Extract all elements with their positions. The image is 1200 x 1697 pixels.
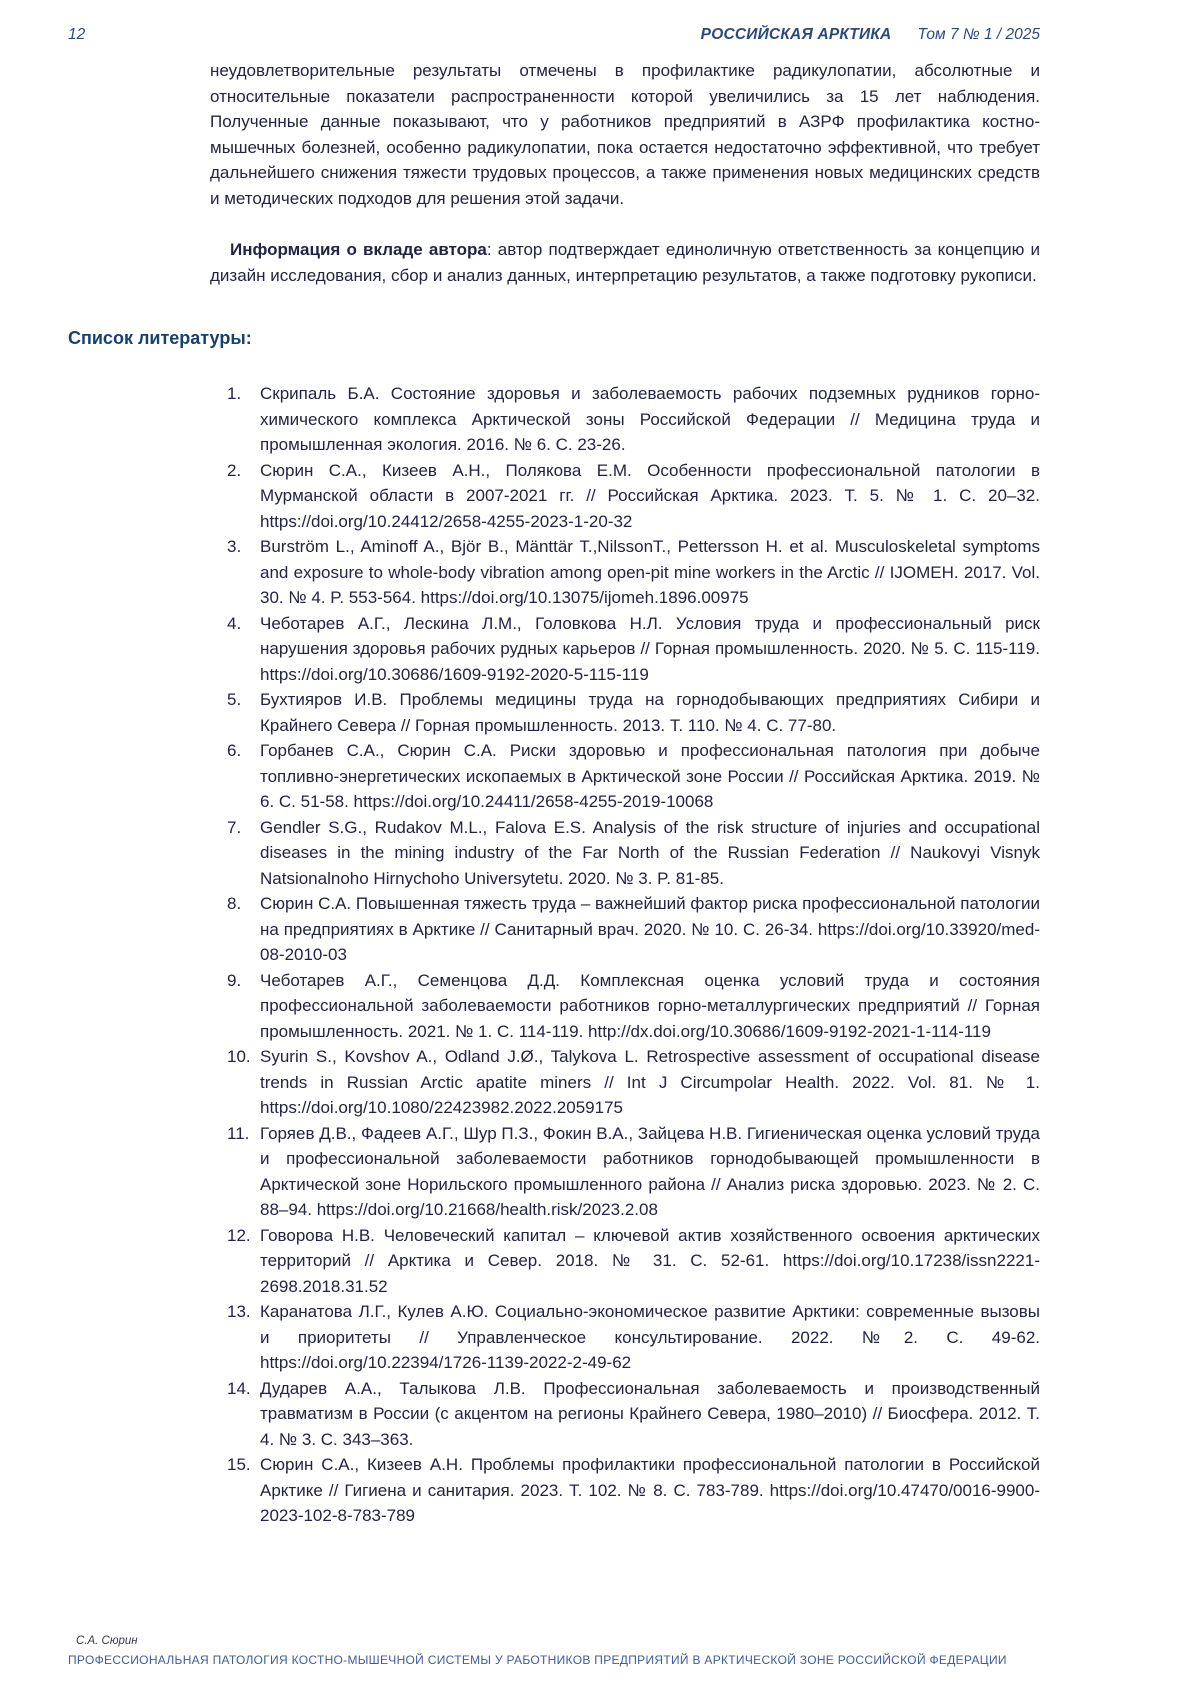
- reference-item: Gendler S.G., Rudakov M.L., Falova E.S. Analysis of the risk structure of injuries and occupational diseases in the mining industry of the Far North of the Russian Federation // Naukovyi Visnyk Natsionalnoho Hirnychoho Universytetu. 2020. № 3. P. 81-85.: [260, 817, 1040, 888]
- reference-item: Бухтияров И.В. Проблемы медицины труда на горнодобывающих предприятиях Сибири и Крайнего Севера // Горная промышленность. 2013. Т. 110. № 4. С. 77-80.: [260, 690, 1040, 735]
- references-heading: Список литературы:: [68, 328, 252, 348]
- reference-item: Каранатова Л.Г., Кулев А.Ю. Социально-экономическое развитие Арктики: современные вызовы и приоритеты // Управленческое консультирование. 2022. №2. С. 49-62. https://doi.org/10.22394/1726-1139-2022-2-49-62: [260, 1302, 1040, 1372]
- journal-running-head: [701, 26, 1040, 44]
- reference-item: Горяев Д.В., Фадеев А.Г., Шур П.З., Фокин В.А., Зайцева Н.В. Гигиеническая оценка условий труда и профессиональной заболеваемости работников горнодобывающей промышленности в Арктической зоне Норильского промышленного района // Анализ риска здоровью. 2023. № 2. С. 88–94. https://doi.org/10.21668/health.risk/2023.2.08: [260, 1123, 1040, 1219]
- reference-item: Syurin S., Kovshov A., Odland J.Ø., Talykova L. Retrospective assessment of occupational disease trends in Russian Arctic apatite miners // Int J Circumpolar Health. 2022. Vol. 81. № 1. https://doi.org/10.1080/22423982.2022.2059175: [260, 1047, 1040, 1117]
- page-body: [68, 58, 1040, 1529]
- reference-item: Чеботарев А.Г., Лескина Л.М., Головкова Н.Л. Условия труда и профессиональный риск нарушения здоровья рабочих рудных карьеров // Горная промышленность. 2020. № 5. С. 115-119. https://doi.org/10.30686/1609-9192-2020-5-115-119: [260, 613, 1040, 684]
- reference-item: Дударев А.А., Талыкова Л.В. Профессиональная заболеваемость и производственный травматизм в России (с акцентом на регионы Крайнего Севера, 1980–2010) // Биосфера. 2012. Т. 4. № 3. С. 343–363.: [260, 1378, 1040, 1449]
- body-paragraph: неудовлетворительные результаты отмечены в профилактике радикулопатии, абсолютные и относительные показатели распространенности которой увеличились за 15 лет наблюдения. Полученные данные показывают, что у работников предприятий в АЗРФ профилактика костно-мышечных болезней, особенно радикулопатии, пока остается недостаточно эффективной, что требует дальнейшего снижения тяжести трудовых процессов, а также применения новых медицинских средств и методических подходов для решения этой задачи.: [210, 61, 1040, 208]
- page-number: 12: [68, 26, 86, 43]
- reference-item: Говорова Н.В. Человеческий капитал – ключевой актив хозяйственного освоения арктических территорий // Арктика и Север. 2018. № 31. С. 52-61. https://doi.org/10.17238/issn2221-2698.2018.31.52: [260, 1225, 1040, 1296]
- reference-item: Сюрин С.А., Кизеев А.Н. Проблемы профилактики профессиональной патологии в Российской Арктике // Гигиена и санитария. 2023. Т. 102. № 8. С. 783-789. https://doi.org/10.47470/0016-9900-2023-102-8-783-789: [260, 1455, 1040, 1525]
- reference-item: Burström L., Aminoff A., Björ B., Mänttär T.,NilssonT., Pettersson H. et al. Musculoskeletal symptoms and exposure to whole-body vibration among open-pit mine workers in the Arctic // IJOMEH. 2017. Vol. 30. № 4. P. 553-564. https://doi.org/10.13075/ijomeh.1896.00975: [260, 537, 1040, 607]
- journal-issue: Том 7 № 1 / 2025: [917, 26, 1040, 43]
- reference-item: Сюрин С.А., Кизеев А.Н., Полякова Е.М. Особенности профессиональной патологии в Мурманской области в 2007-2021 гг. // Российская Арктика. 2023. Т. 5. № 1. С. 20–32. https://doi.org/10.24412/2658-4255-2023-1-20-32: [260, 460, 1040, 531]
- page-header: [68, 26, 1040, 44]
- author-contribution-text: : автор подтверждает единоличную ответственность за концепцию и дизайн исследования, сбор и анализ данных, интерпретацию результатов, а также подготовку рукописи.: [210, 240, 1040, 285]
- page-footer: [68, 1635, 1040, 1667]
- reference-item: Сюрин С.А. Повышенная тяжесть труда – важнейший фактор риска профессиональной патологии на предприятиях в Арктике // Санитарный врач. 2020. № 10. С. 26-34. https://doi.org/10.33920/med-08-2010-03: [260, 894, 1040, 964]
- reference-item: Горбанев С.А., Сюрин С.А. Риски здоровью и профессиональная патология при добыче топливно-энергетических ископаемых в Арктической зоне России // Российская Арктика. 2019. № 6. С. 51-58. https://doi.org/10.24411/2658-4255-2019-10068: [260, 741, 1040, 811]
- footer-article-title: ПРОФЕССИОНАЛЬНАЯ ПАТОЛОГИЯ КОСТНО-МЫШЕЧНОЙ СИСТЕМЫ У РАБОТНИКОВ ПРЕДПРИЯТИЙ В АРКТИЧЕСКОЙ ЗОНЕ РОССИЙСКОЙ ФЕДЕРАЦИИ: [68, 1653, 1007, 1667]
- footer-author: С.А. Сюрин: [76, 1635, 138, 1647]
- reference-item: Чеботарев А.Г., Семенцова Д.Д. Комплексная оценка условий труда и состояния профессиональной заболеваемости работников горно-металлургических предприятий // Горная промышленность. 2021. № 1. С. 114-119. http://dx.doi.org/10.30686/1609-9192-2021-1-114-119: [260, 970, 1040, 1041]
- journal-name: РОССИЙСКАЯ АРКТИКА: [700, 26, 892, 43]
- reference-item: Скрипаль Б.А. Состояние здоровья и заболеваемость рабочих подземных рудников горно-химического комплекса Арктической зоны Российской Федерации // Медицина труда и промышленная экология. 2016. № 6. С. 23-26.: [260, 384, 1040, 454]
- author-contribution-label: Информация о вкладе автора: [230, 240, 487, 259]
- references-list: [210, 381, 1040, 1529]
- author-contribution-paragraph: [210, 237, 1040, 288]
